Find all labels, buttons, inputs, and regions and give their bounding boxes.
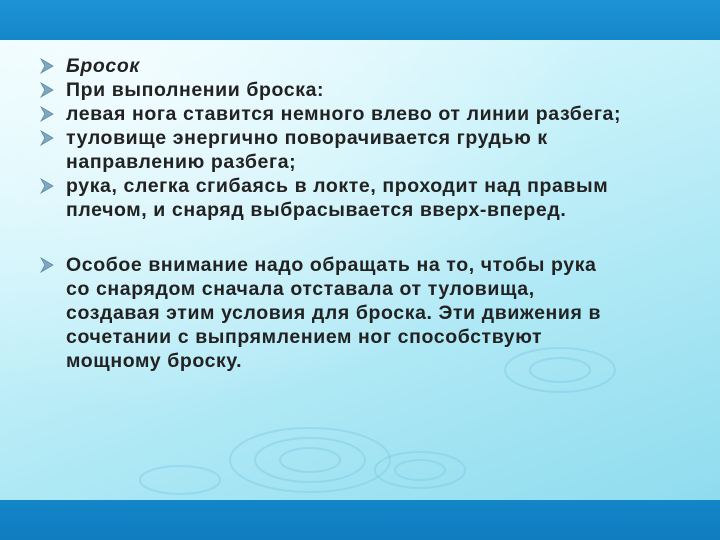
slide-frame-bottom bbox=[0, 500, 720, 540]
slide-content-panel bbox=[0, 40, 720, 500]
bullet-item-title bbox=[40, 54, 716, 78]
bullet-item-throw-execution bbox=[40, 78, 716, 102]
bullet-text-line: При выполнении броска: bbox=[66, 79, 325, 101]
bullet-text-line: туловище энергично поворачивается грудью к bbox=[66, 127, 548, 149]
arrow-bullet-icon bbox=[40, 58, 54, 74]
bullet-text-line: направлению разбега; bbox=[66, 151, 297, 173]
bullet-item-special-attention bbox=[40, 253, 716, 373]
bullet-spacer bbox=[40, 222, 716, 253]
bullet-text-line: Особое внимание надо обращать на то, чтобы рука bbox=[66, 254, 597, 276]
bullet-item-torso bbox=[40, 126, 716, 174]
bullet-text-line: создавая этим условия для броска. Эти движения в bbox=[66, 302, 602, 324]
bullet-text-line: Бросок bbox=[66, 55, 140, 77]
arrow-bullet-icon bbox=[40, 257, 54, 273]
arrow-bullet-icon bbox=[40, 82, 54, 98]
bullet-item-arm bbox=[40, 174, 716, 222]
bullet-text-line: сочетании с выпрямлением ног способствуют bbox=[66, 326, 543, 348]
bullet-list bbox=[40, 54, 716, 373]
bullet-item-left-leg bbox=[40, 102, 716, 126]
arrow-bullet-icon bbox=[40, 130, 54, 146]
slide-frame-top bbox=[0, 0, 720, 40]
bullet-text-line: левая нога ставится немного влево от линии разбега; bbox=[66, 103, 622, 125]
arrow-bullet-icon bbox=[40, 106, 54, 122]
bullet-text-line: мощному броску. bbox=[66, 350, 243, 372]
bullet-text-line: плечом, и снаряд выбрасывается вверх-вперед. bbox=[66, 199, 567, 221]
bullet-text-line: рука, слегка сгибаясь в локте, проходит над правым bbox=[66, 175, 609, 197]
arrow-bullet-icon bbox=[40, 178, 54, 194]
bullet-text-line: со снарядом сначала отставала от туловища, bbox=[66, 278, 535, 300]
